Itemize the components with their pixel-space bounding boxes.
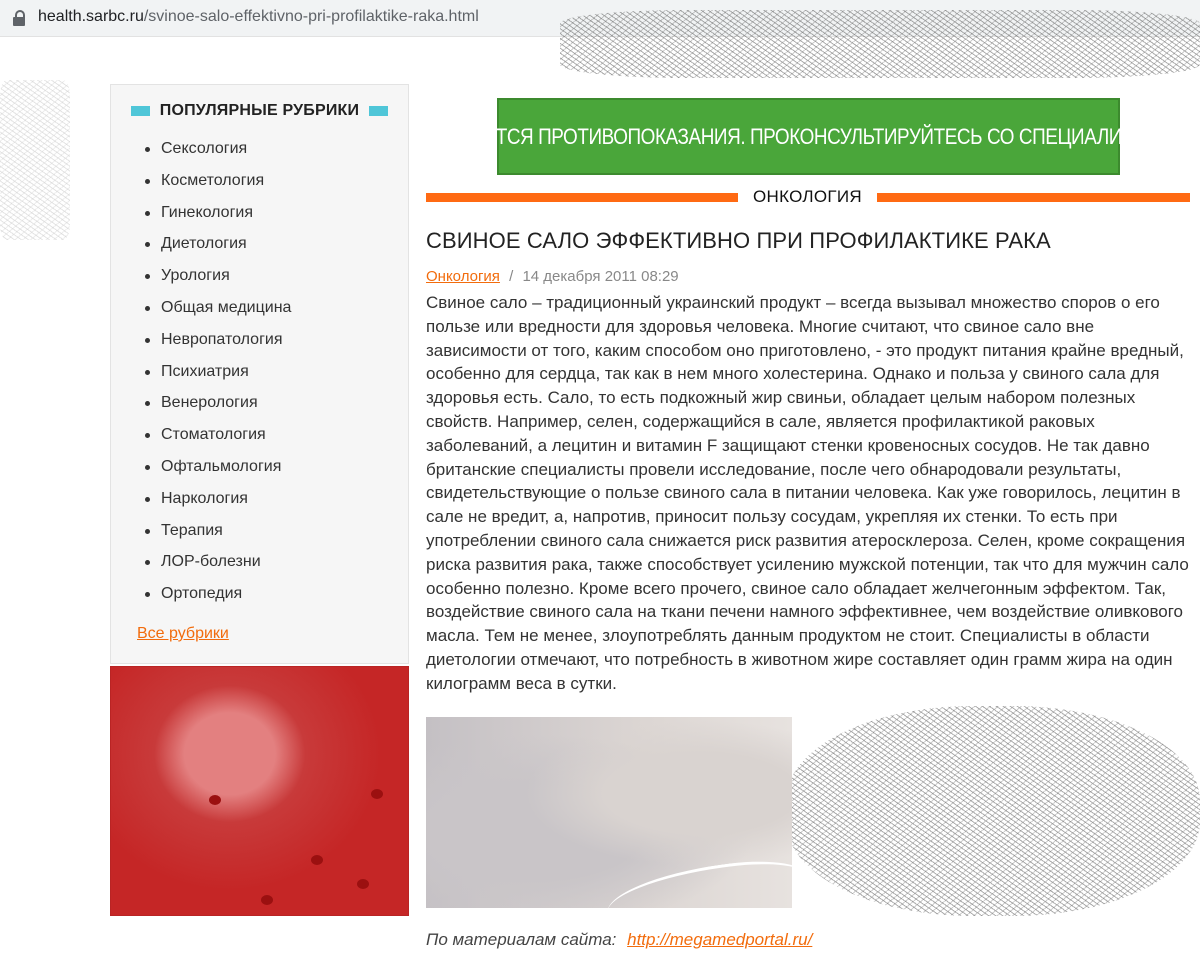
section-divider-left <box>426 193 738 202</box>
section-label: ОНКОЛОГИЯ <box>752 187 863 206</box>
article-body: Свиное сало – традиционный украинский продукт – всегда вызывал множество споров о его пользе или вредности для здоровья человека. Многие считают, что свиное сало вне зависимости от того, каким способом оно приготовлено, - это продукт питания крайне вредный, особенно для сердца, так как в нем много холестерина. Однако и польза у свиного сала для здоровья есть. Сало, то есть подкожный жир свиньи, обладает целым набором полезных свойств. Например, селен, содержащийся в сале, является профилактикой раковых заболеваний, а лецитин и витамин F защищают стенки кровеносных сосудов. Не так давно британские специалисты провели исследование, после чего обнародовали результаты, свидетельствующие о пользе свиного сала в питании человека. Как уже говорилось, лецитин в сале не вредит, а, напротив, приносит пользу сосудам, укрепляя их стенки. То есть при употреблении свиного сала снижается риск развития атеросклероза. Селен, кроме сокращения риска развития рака, также способствует усилению мужской потенции, так что для мужчин сало особенно полезно. Кроме всего прочего, свиное сало обладает желчегонным эффектом. Так, воздействие свиного сала на ткани печени намного эффективнее, чем воздействие оливкового масла. Тем не менее, злоупотреблять данным продуктом не стоит. Специалисты в области диетологии отмечают, что потребность в животном жире составляет один грамм жира на один килограмм веса в сутки. <box>426 293 1189 693</box>
heading-accent-icon <box>131 106 150 116</box>
article-source <box>426 930 812 950</box>
popular-categories-header <box>111 101 408 121</box>
sidebar-ad-image[interactable] <box>110 666 409 916</box>
scrambled-ad-top <box>560 10 1200 78</box>
url-text[interactable] <box>38 8 479 26</box>
banner-text: ИМЕЮТСЯ ПРОТИВОПОКАЗАНИЯ. ПРОКОНСУЛЬТИРУЙТЕСЬ СО СПЕЦИАЛИСТОМ. <box>437 123 1180 149</box>
heading-accent-icon <box>369 106 388 116</box>
category-link[interactable]: Гинекология <box>111 201 291 233</box>
category-link[interactable]: Терапия <box>111 519 291 551</box>
category-link[interactable]: Общая медицина <box>111 296 291 328</box>
section-header <box>426 186 1190 210</box>
all-categories-link[interactable]: Все рубрики <box>137 625 229 642</box>
section-divider-right <box>877 193 1190 202</box>
category-link[interactable]: Диетология <box>111 232 291 264</box>
contraindications-banner[interactable] <box>437 98 1180 175</box>
category-link[interactable]: Урология <box>111 264 291 296</box>
category-link[interactable]: Наркология <box>111 487 291 519</box>
category-link[interactable]: Стоматология <box>111 423 291 455</box>
category-link[interactable]: Офтальмология <box>111 455 291 487</box>
popular-categories-title: ПОПУЛЯРНЫЕ РУБРИКИ <box>159 102 360 119</box>
category-link[interactable]: Косметология <box>111 169 291 201</box>
category-list <box>111 137 291 614</box>
category-link[interactable]: Невропатология <box>111 328 291 360</box>
meta-separator: / <box>509 268 514 285</box>
url-host: health.sarbc.ru <box>38 8 144 25</box>
article-title: СВИНОЕ САЛО ЭФФЕКТИВНО ПРИ ПРОФИЛАКТИКЕ РАКА <box>426 228 1051 253</box>
article-photo <box>426 717 792 908</box>
category-link[interactable]: ЛОР-болезни <box>111 550 291 582</box>
category-link[interactable]: Ортопедия <box>111 582 291 614</box>
scrambled-ad-right <box>786 706 1200 916</box>
category-link[interactable]: Венерология <box>111 391 291 423</box>
article-meta <box>426 268 679 285</box>
category-link[interactable]: Сексология <box>111 137 291 169</box>
category-link[interactable]: Психиатрия <box>111 360 291 392</box>
source-link[interactable]: http://megamedportal.ru/ <box>627 930 813 949</box>
category-link-oncology[interactable]: Онкология <box>426 268 500 285</box>
url-path: /svinoe-salo-effektivno-pri-profilaktike-raka.html <box>143 8 479 25</box>
lock-icon[interactable] <box>13 10 25 25</box>
source-label: По материалам сайта: <box>426 930 617 949</box>
scrambled-ad-left <box>0 80 70 240</box>
popular-categories-panel <box>110 84 409 664</box>
article-date: 14 декабря 2011 08:29 <box>522 268 679 285</box>
